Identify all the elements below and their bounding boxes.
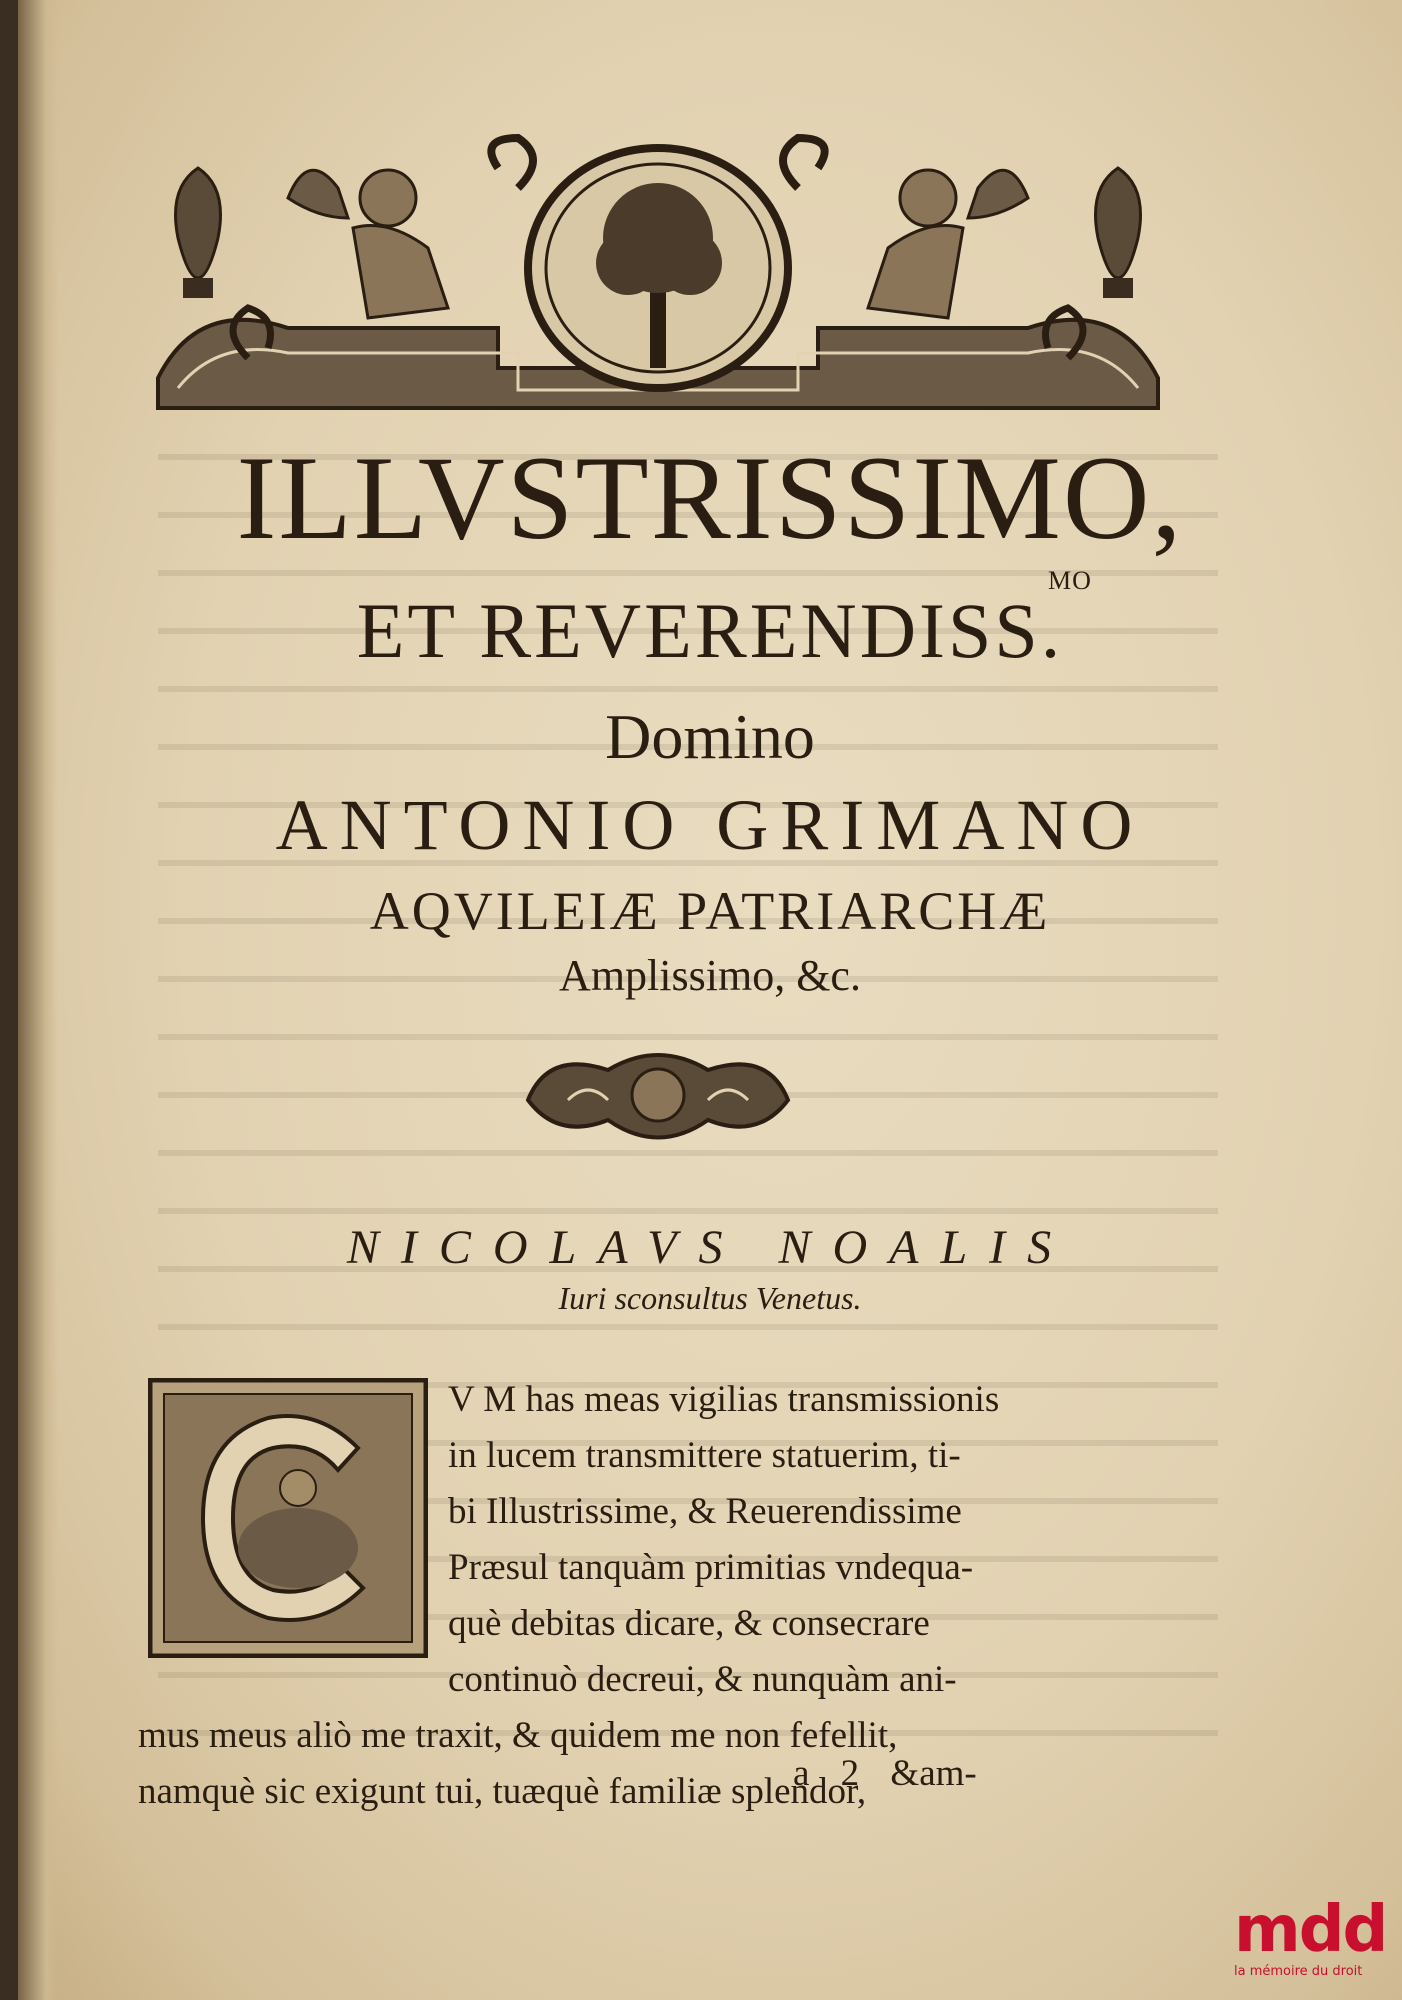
logo-text: mdd [1234, 1893, 1387, 1967]
ornamental-headpiece-icon [138, 128, 1178, 428]
recipient-title: AQVILEIÆ PATRIARCHÆ [369, 881, 1051, 941]
logo-tagline: la mémoire du droit [1234, 1964, 1363, 1979]
mdd-logo [1234, 1893, 1392, 1996]
title-line-1: ILLVSTRISSIMO, [236, 431, 1184, 564]
author-title: Iuri sconsultus Venetus. [558, 1280, 862, 1316]
recipient-suffix: Amplissimo, &c. [559, 951, 861, 1000]
body-line: continuò decreui, & nunquàm ani- [448, 1659, 957, 1700]
body-line: V M has meas vigilias transmissionis [448, 1379, 1000, 1420]
floral-ornament-icon [508, 1040, 808, 1160]
body-line: mus meus aliò me traxit, & quidem me non fefellit, [138, 1715, 898, 1756]
body-line: Præsul tanquàm primitias vndequa- [448, 1547, 974, 1588]
dedication-body [138, 1372, 1148, 1820]
recipient-name: ANTONIO GRIMANO [275, 785, 1145, 865]
body-line: namquè sic exigunt tui, tuæquè familiæ splendor, [138, 1771, 867, 1812]
body-line: què debitas dicare, & consecrare [448, 1603, 930, 1644]
title-superscript: MO [1048, 566, 1092, 595]
title-line-2: ET REVERENDISS. [356, 587, 1064, 674]
author-name: NICOLAVS NOALIS [346, 1221, 1074, 1274]
catchword: a 2 &am- [793, 1753, 977, 1794]
salutation: Domino [605, 701, 815, 772]
body-line: in lucem transmittere statuerim, ti- [448, 1435, 961, 1476]
book-page [18, 0, 1402, 2000]
body-line: bi Illustrissime, & Reuerendissime [448, 1491, 962, 1532]
